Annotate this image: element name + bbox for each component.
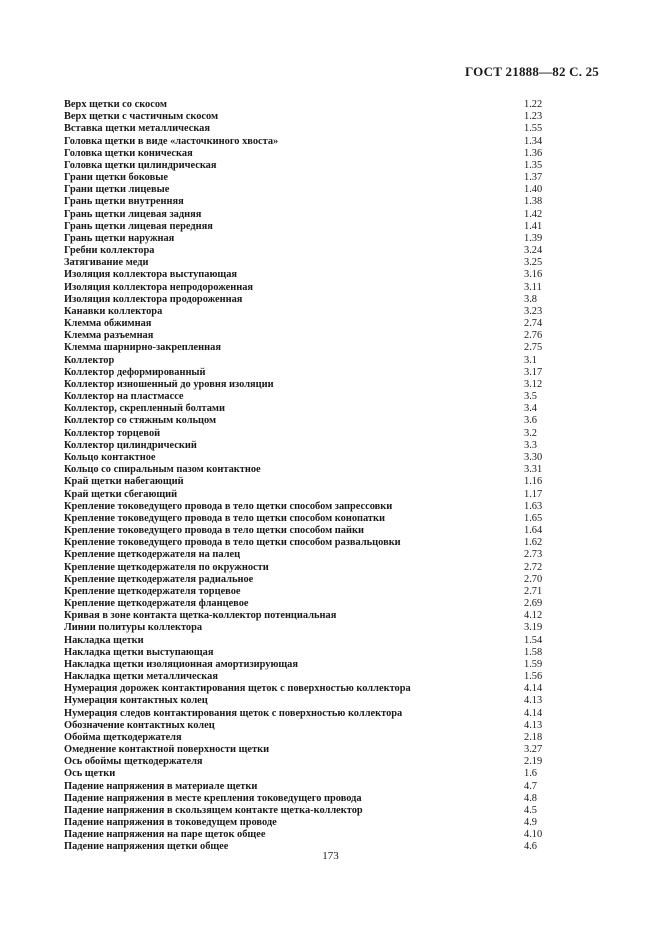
index-entry bbox=[64, 318, 584, 330]
index-entry bbox=[64, 403, 584, 415]
index-reference: 2.76 bbox=[524, 330, 543, 342]
index-reference: 3.19 bbox=[524, 622, 543, 634]
index-entry bbox=[64, 768, 584, 780]
index-reference: 1.35 bbox=[524, 159, 543, 171]
index-term: Нумерация следов контактирования щеток с поверхностью коллектора bbox=[64, 707, 403, 719]
index-term: Коллектор цилиндрический bbox=[64, 439, 197, 451]
index-entry bbox=[64, 209, 584, 221]
index-reference: 2.71 bbox=[524, 585, 543, 597]
index-term: Головка щетки цилиндрическая bbox=[64, 159, 217, 171]
index-reference: 3.4 bbox=[524, 403, 537, 415]
index-entry bbox=[64, 342, 584, 354]
index-term: Затягивание меди bbox=[64, 257, 149, 269]
index-reference: 1.16 bbox=[524, 476, 543, 488]
index-entry bbox=[64, 221, 584, 233]
index-term: Крепление щеткодержателя радиальное bbox=[64, 573, 254, 585]
index-term: Накладка щетки выступающая bbox=[64, 646, 214, 658]
index-term: Накладка щетки металлическая bbox=[64, 671, 218, 683]
index-entry bbox=[64, 428, 584, 440]
index-term: Коллектор со стяжным кольцом bbox=[64, 415, 217, 427]
index-entry bbox=[64, 562, 584, 574]
index-term: Клемма шарнирно-закрепленная bbox=[64, 342, 221, 354]
index-entry bbox=[64, 635, 584, 647]
index-entry bbox=[64, 391, 584, 403]
index-term: Обозначение контактных колец bbox=[64, 719, 215, 731]
index-reference: 1.6 bbox=[524, 768, 537, 780]
index-term: Гребни коллектора bbox=[64, 245, 155, 257]
index-entry bbox=[64, 586, 584, 598]
index-entry bbox=[64, 501, 584, 513]
index-term: Крепление щеткодержателя на палец bbox=[64, 549, 241, 561]
index-entry bbox=[64, 257, 584, 269]
index-entry bbox=[64, 489, 584, 501]
index-term: Крепление щеткодержателя фланцевое bbox=[64, 598, 249, 610]
index-term: Нумерация дорожек контактирования щеток с поверхностью коллектора bbox=[64, 683, 411, 695]
index-term: Кривая в зоне контакта щетка-коллектор потенциальная bbox=[64, 610, 337, 622]
index-reference: 1.39 bbox=[524, 232, 543, 244]
index-term: Верх щетки со скосом bbox=[64, 99, 167, 110]
index-entry bbox=[64, 184, 584, 196]
index-entry bbox=[64, 598, 584, 610]
index-entry bbox=[64, 732, 584, 744]
index-reference: 1.41 bbox=[524, 220, 543, 232]
index-entry bbox=[64, 793, 584, 805]
index-reference: 1.56 bbox=[524, 671, 543, 683]
index-term: Накладка щетки изоляционная амортизирующая bbox=[64, 658, 298, 670]
index-reference: 3.30 bbox=[524, 451, 543, 463]
index-entry bbox=[64, 610, 584, 622]
index-reference: 1.58 bbox=[524, 646, 543, 658]
index-entry bbox=[64, 269, 584, 281]
index-entry bbox=[64, 708, 584, 720]
index-term: Крепление щеткодержателя торцевое bbox=[64, 585, 241, 597]
index-entry bbox=[64, 817, 584, 829]
index-entry bbox=[64, 367, 584, 379]
index-reference: 4.5 bbox=[524, 804, 537, 816]
index-entry bbox=[64, 282, 584, 294]
index-term: Омеднение контактной поверхности щетки bbox=[64, 744, 270, 756]
index-reference: 1.38 bbox=[524, 196, 543, 208]
index-reference: 4.13 bbox=[524, 695, 543, 707]
index-reference: 4.7 bbox=[524, 780, 537, 792]
index-reference: 4.14 bbox=[524, 707, 543, 719]
index-entry bbox=[64, 574, 584, 586]
index-entry bbox=[64, 123, 584, 135]
index-term: Изоляция коллектора выступающая bbox=[64, 269, 238, 281]
index-term: Грани щетки лицевые bbox=[64, 184, 170, 196]
index-entry bbox=[64, 805, 584, 817]
index-reference: 3.3 bbox=[524, 439, 537, 451]
index-entry bbox=[64, 233, 584, 245]
index-entry bbox=[64, 537, 584, 549]
index-entry bbox=[64, 549, 584, 561]
index-reference: 4.13 bbox=[524, 719, 543, 731]
index-term: Коллектор на пластмассе bbox=[64, 391, 184, 403]
index-entry bbox=[64, 452, 584, 464]
index-reference: 1.64 bbox=[524, 525, 543, 537]
index-term: Ось обоймы щеткодержателя bbox=[64, 756, 203, 768]
index-term: Головка щетки коническая bbox=[64, 147, 193, 159]
index-term: Линии политуры коллектора bbox=[64, 622, 203, 634]
index-term: Крепление токоведущего провода в тело щетки способом пайки bbox=[64, 525, 364, 537]
index-entry bbox=[64, 160, 584, 172]
index-entry bbox=[64, 440, 584, 452]
index-term: Обойма щеткодержателя bbox=[64, 731, 182, 743]
index-entry bbox=[64, 829, 584, 841]
index-reference: 2.73 bbox=[524, 549, 543, 561]
index-term: Коллектор bbox=[64, 354, 115, 366]
index-reference: 2.69 bbox=[524, 598, 543, 610]
index-entry bbox=[64, 720, 584, 732]
index-reference: 3.17 bbox=[524, 366, 543, 378]
index-entry bbox=[64, 756, 584, 768]
index-reference: 4.14 bbox=[524, 683, 543, 695]
index-entry bbox=[64, 476, 584, 488]
index-reference: 3.1 bbox=[524, 354, 537, 366]
index-term: Вставка щетки металлическая bbox=[64, 123, 210, 135]
index-term: Грань щетки наружная bbox=[64, 232, 175, 244]
index-reference: 3.5 bbox=[524, 391, 537, 403]
index-reference: 2.19 bbox=[524, 756, 543, 768]
index-term: Изоляция коллектора продороженная bbox=[64, 293, 243, 305]
index-entry bbox=[64, 330, 584, 342]
index-term: Грани щетки боковые bbox=[64, 172, 168, 184]
index-term: Крепление токоведущего провода в тело щетки способом конопатки bbox=[64, 512, 386, 524]
index-entry bbox=[64, 294, 584, 306]
index-reference: 1.62 bbox=[524, 537, 543, 549]
index-entry bbox=[64, 659, 584, 671]
index-term: Кольцо со спиральным пазом контактное bbox=[64, 464, 261, 476]
index-reference: 1.23 bbox=[524, 111, 543, 123]
index-term: Падение напряжения в материале щетки bbox=[64, 780, 258, 792]
index-term: Край щетки сбегающий bbox=[64, 488, 178, 500]
index-term: Падение напряжения на паре щеток общее bbox=[64, 829, 266, 841]
index-entry bbox=[64, 671, 584, 683]
index-term: Клемма обжимная bbox=[64, 318, 152, 330]
index-reference: 3.25 bbox=[524, 257, 543, 269]
index-reference: 1.36 bbox=[524, 147, 543, 159]
index-term: Падение напряжения в скользящем контакте щетка-коллектор bbox=[64, 804, 363, 816]
index-reference: 1.34 bbox=[524, 135, 543, 147]
index-entry bbox=[64, 196, 584, 208]
index-term: Крепление щеткодержателя по окружности bbox=[64, 561, 269, 573]
index-reference: 3.31 bbox=[524, 464, 543, 476]
index-entry bbox=[64, 744, 584, 756]
index-entry bbox=[64, 148, 584, 160]
index-term: Коллектор, скрепленный болтами bbox=[64, 403, 225, 415]
index-reference: 1.42 bbox=[524, 208, 543, 220]
index-reference: 4.8 bbox=[524, 792, 537, 804]
index-reference: 2.18 bbox=[524, 731, 543, 743]
index-term: Грань щетки лицевая передняя bbox=[64, 220, 213, 232]
index-term: Край щетки набегающий bbox=[64, 476, 184, 488]
term-index-list bbox=[64, 99, 584, 854]
index-entry bbox=[64, 245, 584, 257]
index-reference: 3.24 bbox=[524, 245, 543, 257]
index-reference: 4.6 bbox=[524, 841, 537, 853]
index-term: Падение напряжения в месте крепления токоведущего провода bbox=[64, 792, 362, 804]
index-term: Нумерация контактных колец bbox=[64, 695, 208, 707]
page-number: 173 bbox=[322, 850, 339, 862]
index-entry bbox=[64, 415, 584, 427]
index-term: Накладка щетки bbox=[64, 634, 144, 646]
index-term: Коллектор торцевой bbox=[64, 427, 161, 439]
index-entry bbox=[64, 111, 584, 123]
index-reference: 3.11 bbox=[524, 281, 542, 293]
index-reference: 1.17 bbox=[524, 488, 543, 500]
index-term: Крепление токоведущего провода в тело щетки способом развальцовки bbox=[64, 537, 401, 549]
index-entry bbox=[64, 464, 584, 476]
index-entry bbox=[64, 781, 584, 793]
index-entry bbox=[64, 525, 584, 537]
index-term: Канавки коллектора bbox=[64, 305, 163, 317]
index-entry bbox=[64, 647, 584, 659]
index-reference: 3.16 bbox=[524, 269, 543, 281]
index-reference: 3.27 bbox=[524, 744, 543, 756]
index-entry bbox=[64, 306, 584, 318]
index-reference: 2.74 bbox=[524, 318, 543, 330]
index-reference: 3.8 bbox=[524, 293, 537, 305]
index-reference: 1.63 bbox=[524, 500, 543, 512]
index-term: Ось щетки bbox=[64, 768, 116, 780]
index-reference: 1.37 bbox=[524, 172, 543, 184]
index-reference: 1.65 bbox=[524, 512, 543, 524]
index-reference: 1.54 bbox=[524, 634, 543, 646]
index-term: Клемма разъемная bbox=[64, 330, 154, 342]
index-term: Коллектор деформированный bbox=[64, 366, 206, 378]
index-entry bbox=[64, 355, 584, 367]
index-reference: 4.10 bbox=[524, 829, 543, 841]
index-term: Кольцо контактное bbox=[64, 451, 156, 463]
index-entry bbox=[64, 622, 584, 634]
index-reference: 1.40 bbox=[524, 184, 543, 196]
index-term: Грань щетки лицевая задняя bbox=[64, 208, 202, 220]
index-term: Коллектор изношенный до уровня изоляции bbox=[64, 378, 274, 390]
index-entry bbox=[64, 695, 584, 707]
index-reference: 2.70 bbox=[524, 573, 543, 585]
index-reference: 3.23 bbox=[524, 305, 543, 317]
index-reference: 3.2 bbox=[524, 427, 537, 439]
index-entry bbox=[64, 513, 584, 525]
index-reference: 1.59 bbox=[524, 658, 543, 670]
index-entry bbox=[64, 683, 584, 695]
index-reference: 3.6 bbox=[524, 415, 537, 427]
index-entry bbox=[64, 379, 584, 391]
index-reference: 2.75 bbox=[524, 342, 543, 354]
index-term: Падение напряжения щетки общее bbox=[64, 841, 229, 853]
index-entry bbox=[64, 99, 584, 111]
index-reference: 4.12 bbox=[524, 610, 543, 622]
index-reference: 1.22 bbox=[524, 99, 543, 110]
index-entry bbox=[64, 172, 584, 184]
index-reference: 1.55 bbox=[524, 123, 543, 135]
index-reference: 3.12 bbox=[524, 378, 543, 390]
index-entry bbox=[64, 136, 584, 148]
index-term: Верх щетки с частичным скосом bbox=[64, 111, 219, 123]
index-term: Крепление токоведущего провода в тело щетки способом запрессовки bbox=[64, 500, 393, 512]
index-term: Падение напряжения в токоведущем проводе bbox=[64, 817, 277, 829]
index-term: Грань щетки внутренняя bbox=[64, 196, 184, 208]
index-reference: 4.9 bbox=[524, 817, 537, 829]
index-reference: 2.72 bbox=[524, 561, 543, 573]
page-header: ГОСТ 21888—82 С. 25 bbox=[465, 64, 599, 79]
index-term: Изоляция коллектора непродороженная bbox=[64, 281, 254, 293]
index-term: Головка щетки в виде «ласточкиного хвоста» bbox=[64, 135, 279, 147]
